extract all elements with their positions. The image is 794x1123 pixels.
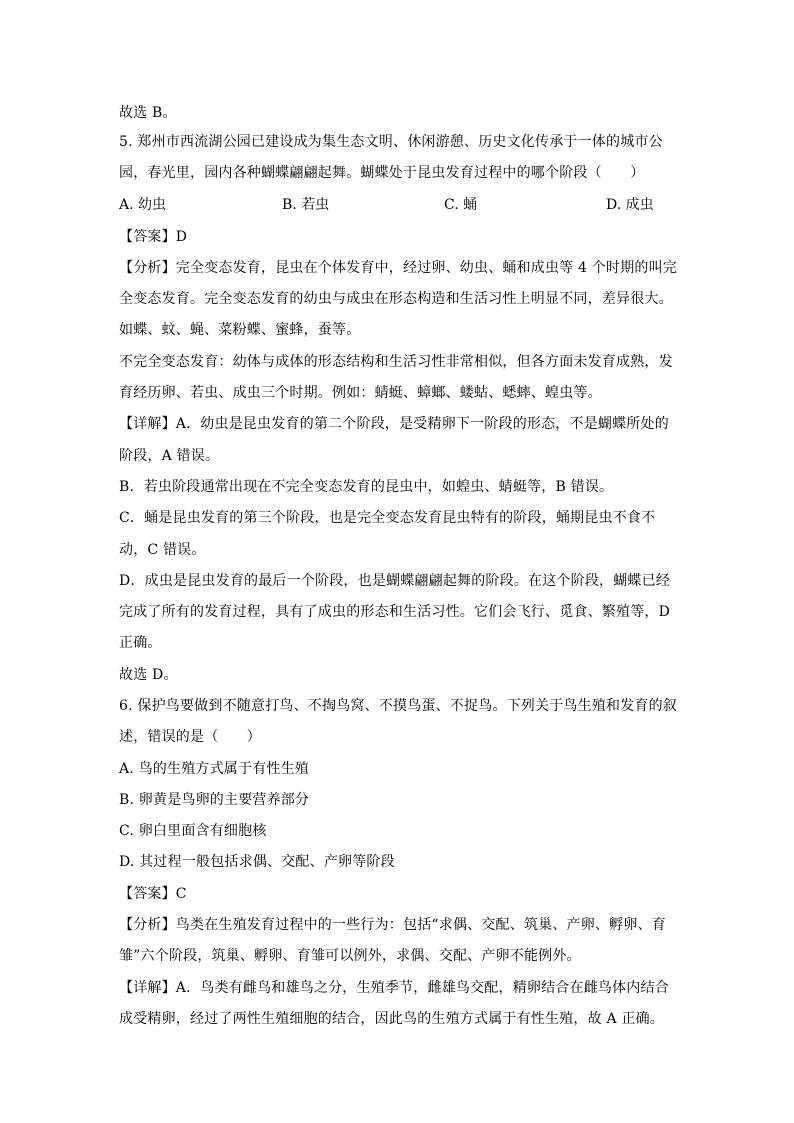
question-5-option-d: D. 成虫 [606, 197, 654, 213]
analysis-text: 雏”六个阶段，筑巢、孵卵、育雏可以例外，求偶、交配、产卵不能例外。 [119, 948, 581, 964]
analysis-text: 全变态发育。完全变态发育的幼虫与成虫在形态构造和生活习性上明显不同，差异很大。 [119, 291, 673, 307]
question-6-option-b: B. 卵黄是鸟卵的主要营养部分 [119, 792, 310, 808]
detail-text: 成受精卵，经过了两性生殖细胞的结合，因此鸟的生殖方式属于有性生殖，故 A 正确。 [119, 1011, 665, 1027]
text-line: 故选 B。 [119, 105, 177, 121]
detail-text: 【详解】A．鸟类有雌鸟和雄鸟之分，生殖季节，雌雄鸟交配，精卵结合在雌鸟体内结合 [119, 980, 669, 996]
question-6-stem: 述，错误的是（ ） [119, 729, 261, 745]
analysis-text: 【分析】鸟类在生殖发育过程中的一些行为：包括“求偶、交配、筑巢、产卵、孵卵、育 [119, 917, 666, 933]
question-5-stem: 5. 郑州市西流湖公园已建设成为集生态文明、休闲游憩、历史文化传承于一体的城市公 [119, 134, 663, 150]
analysis-text: 如蝶、蚊、蝇、菜粉蝶、蜜蜂，蚕等。 [119, 322, 361, 338]
question-6-stem: 6. 保护鸟要做到不随意打鸟、不掏鸟窝、不摸鸟蛋、不捉鸟。下列关于鸟生殖和发育的叙 [119, 698, 678, 714]
detail-text: 正确。 [119, 635, 162, 651]
detail-text: 动，C 错误。 [119, 542, 206, 558]
question-6-option-a: A. 鸟的生殖方式属于有性生殖 [119, 761, 310, 777]
question-5-option-b: B. 若虫 [282, 197, 330, 213]
analysis-text: 【分析】完全变态发育，昆虫在个体发育中，经过卵、幼虫、蛹和成虫等 4 个时期的叫完 [119, 260, 678, 276]
question-5-option-a: A. 幼虫 [119, 197, 167, 213]
analysis-text: 不完全变态发育：幼体与成体的形态结构和生活习性非常相似，但各方面未发育成熟，发 [119, 354, 673, 370]
detail-text: 阶段，A 错误。 [119, 448, 220, 464]
question-6-option-d: D. 其过程一般包括求偶、交配、产卵等阶段 [119, 854, 395, 870]
detail-text: D．成虫是昆虫发育的最后一个阶段，也是蝴蝶翩翩起舞的阶段。在这个阶段，蝴蝶已经 [119, 573, 671, 589]
answer-label: 【答案】D [119, 229, 188, 245]
question-5-option-c: C. 蛹 [444, 197, 478, 213]
answer-label: 【答案】C [119, 886, 187, 902]
detail-text: 【详解】A．幼虫是昆虫发育的第二个阶段，是受精卵下一阶段的形态，不是蝴蝶所处的 [119, 416, 669, 432]
question-5-stem: 园，春光里，园内各种蝴蝶翩翩起舞。蝴蝶处于昆虫发育过程中的哪个阶段（ ） [119, 165, 645, 181]
detail-text: B．若虫阶段通常出现在不完全变态发育的昆虫中，如蝗虫、蜻蜓等，B 错误。 [119, 479, 614, 495]
detail-text: 完成了所有的发育过程，具有了成虫的形态和生活习性。它们会飞行、觅食、繁殖等，D [119, 604, 671, 620]
analysis-text: 育经历卵、若虫、成虫三个时期。例如：蜻蜓、蟑螂、蝼蛄、蟋蟀、蝗虫等。 [119, 385, 602, 401]
question-6-option-c: C. 卵白里面含有细胞核 [119, 823, 267, 839]
detail-text: C．蛹是昆虫发育的第三个阶段，也是完全变态发育昆虫特有的阶段，蛹期昆虫不食不 [119, 510, 656, 526]
text-line: 故选 D。 [119, 667, 178, 683]
